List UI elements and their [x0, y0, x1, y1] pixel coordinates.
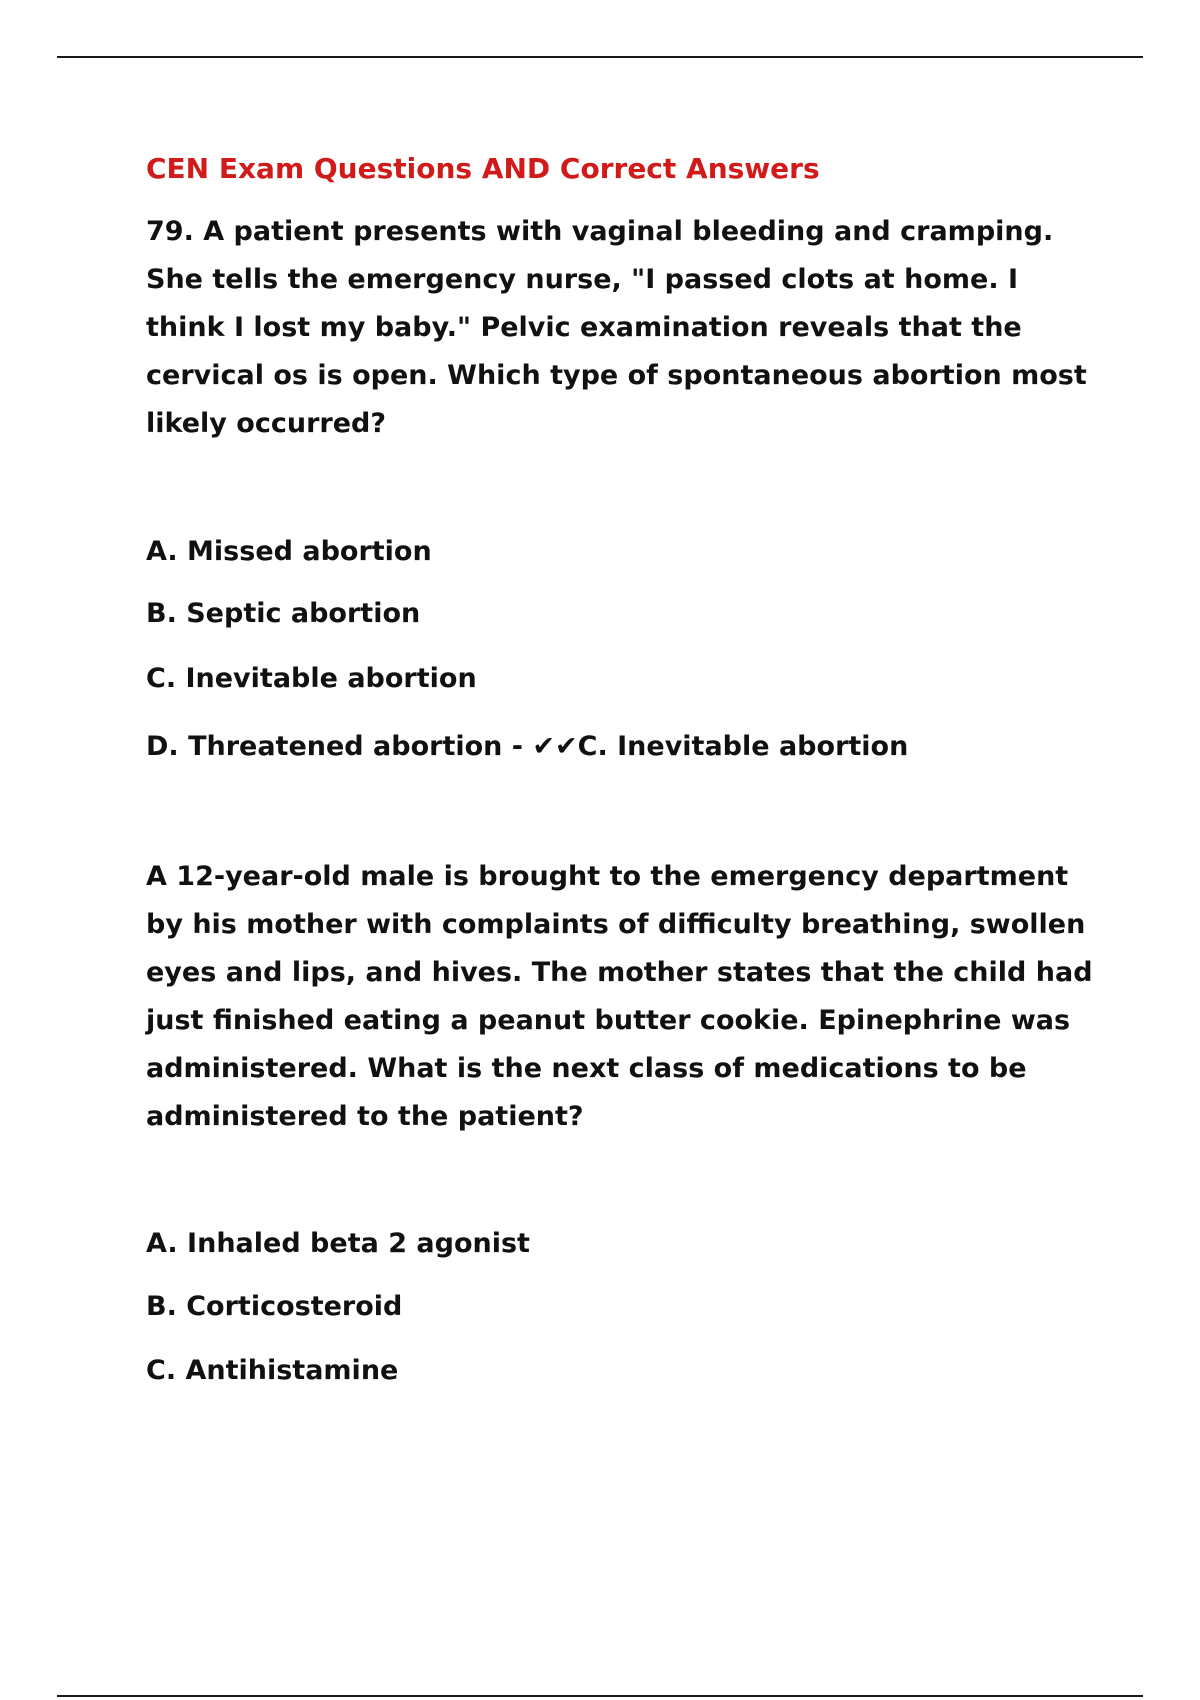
question-79-option-d-with-answer	[146, 728, 908, 766]
double-check-icon: ✔✔	[532, 731, 578, 762]
header-rule	[57, 56, 1143, 58]
question-79-option-d: D. Threatened abortion -	[146, 731, 533, 762]
question-79-text: 79. A patient presents with vaginal bleeding and cramping. She tells the emergency nurse, "I passed clots at home. I think I lost my baby." Pelvic examination reveals that the cervical os is open. Which type of spontaneous abortion most likely occurred?	[146, 216, 1087, 439]
question-79-answer: C. Inevitable abortion	[577, 731, 909, 762]
question-79-option-a: A. Missed abortion	[146, 536, 432, 567]
question-79-option-b: B. Septic abortion	[146, 598, 421, 629]
question-79-option-c: C. Inevitable abortion	[146, 663, 477, 694]
footer-rule	[57, 1695, 1143, 1697]
document-title: CEN Exam Questions AND Correct Answers	[146, 152, 820, 185]
question-anaphylaxis-text: A 12-year-old male is brought to the emergency department by his mother with complaints of difficulty breathing, swollen eyes and lips, and hives. The mother states that the child had just finished eating a peanut butter cookie. Epinephrine was administered. What is the next class of medications to be administered to the patient?	[146, 861, 1093, 1132]
question-anaphylaxis-option-c: C. Antihistamine	[146, 1355, 399, 1386]
question-anaphylaxis-option-b: B. Corticosteroid	[146, 1291, 403, 1322]
question-anaphylaxis-option-a: A. Inhaled beta 2 agonist	[146, 1228, 530, 1259]
